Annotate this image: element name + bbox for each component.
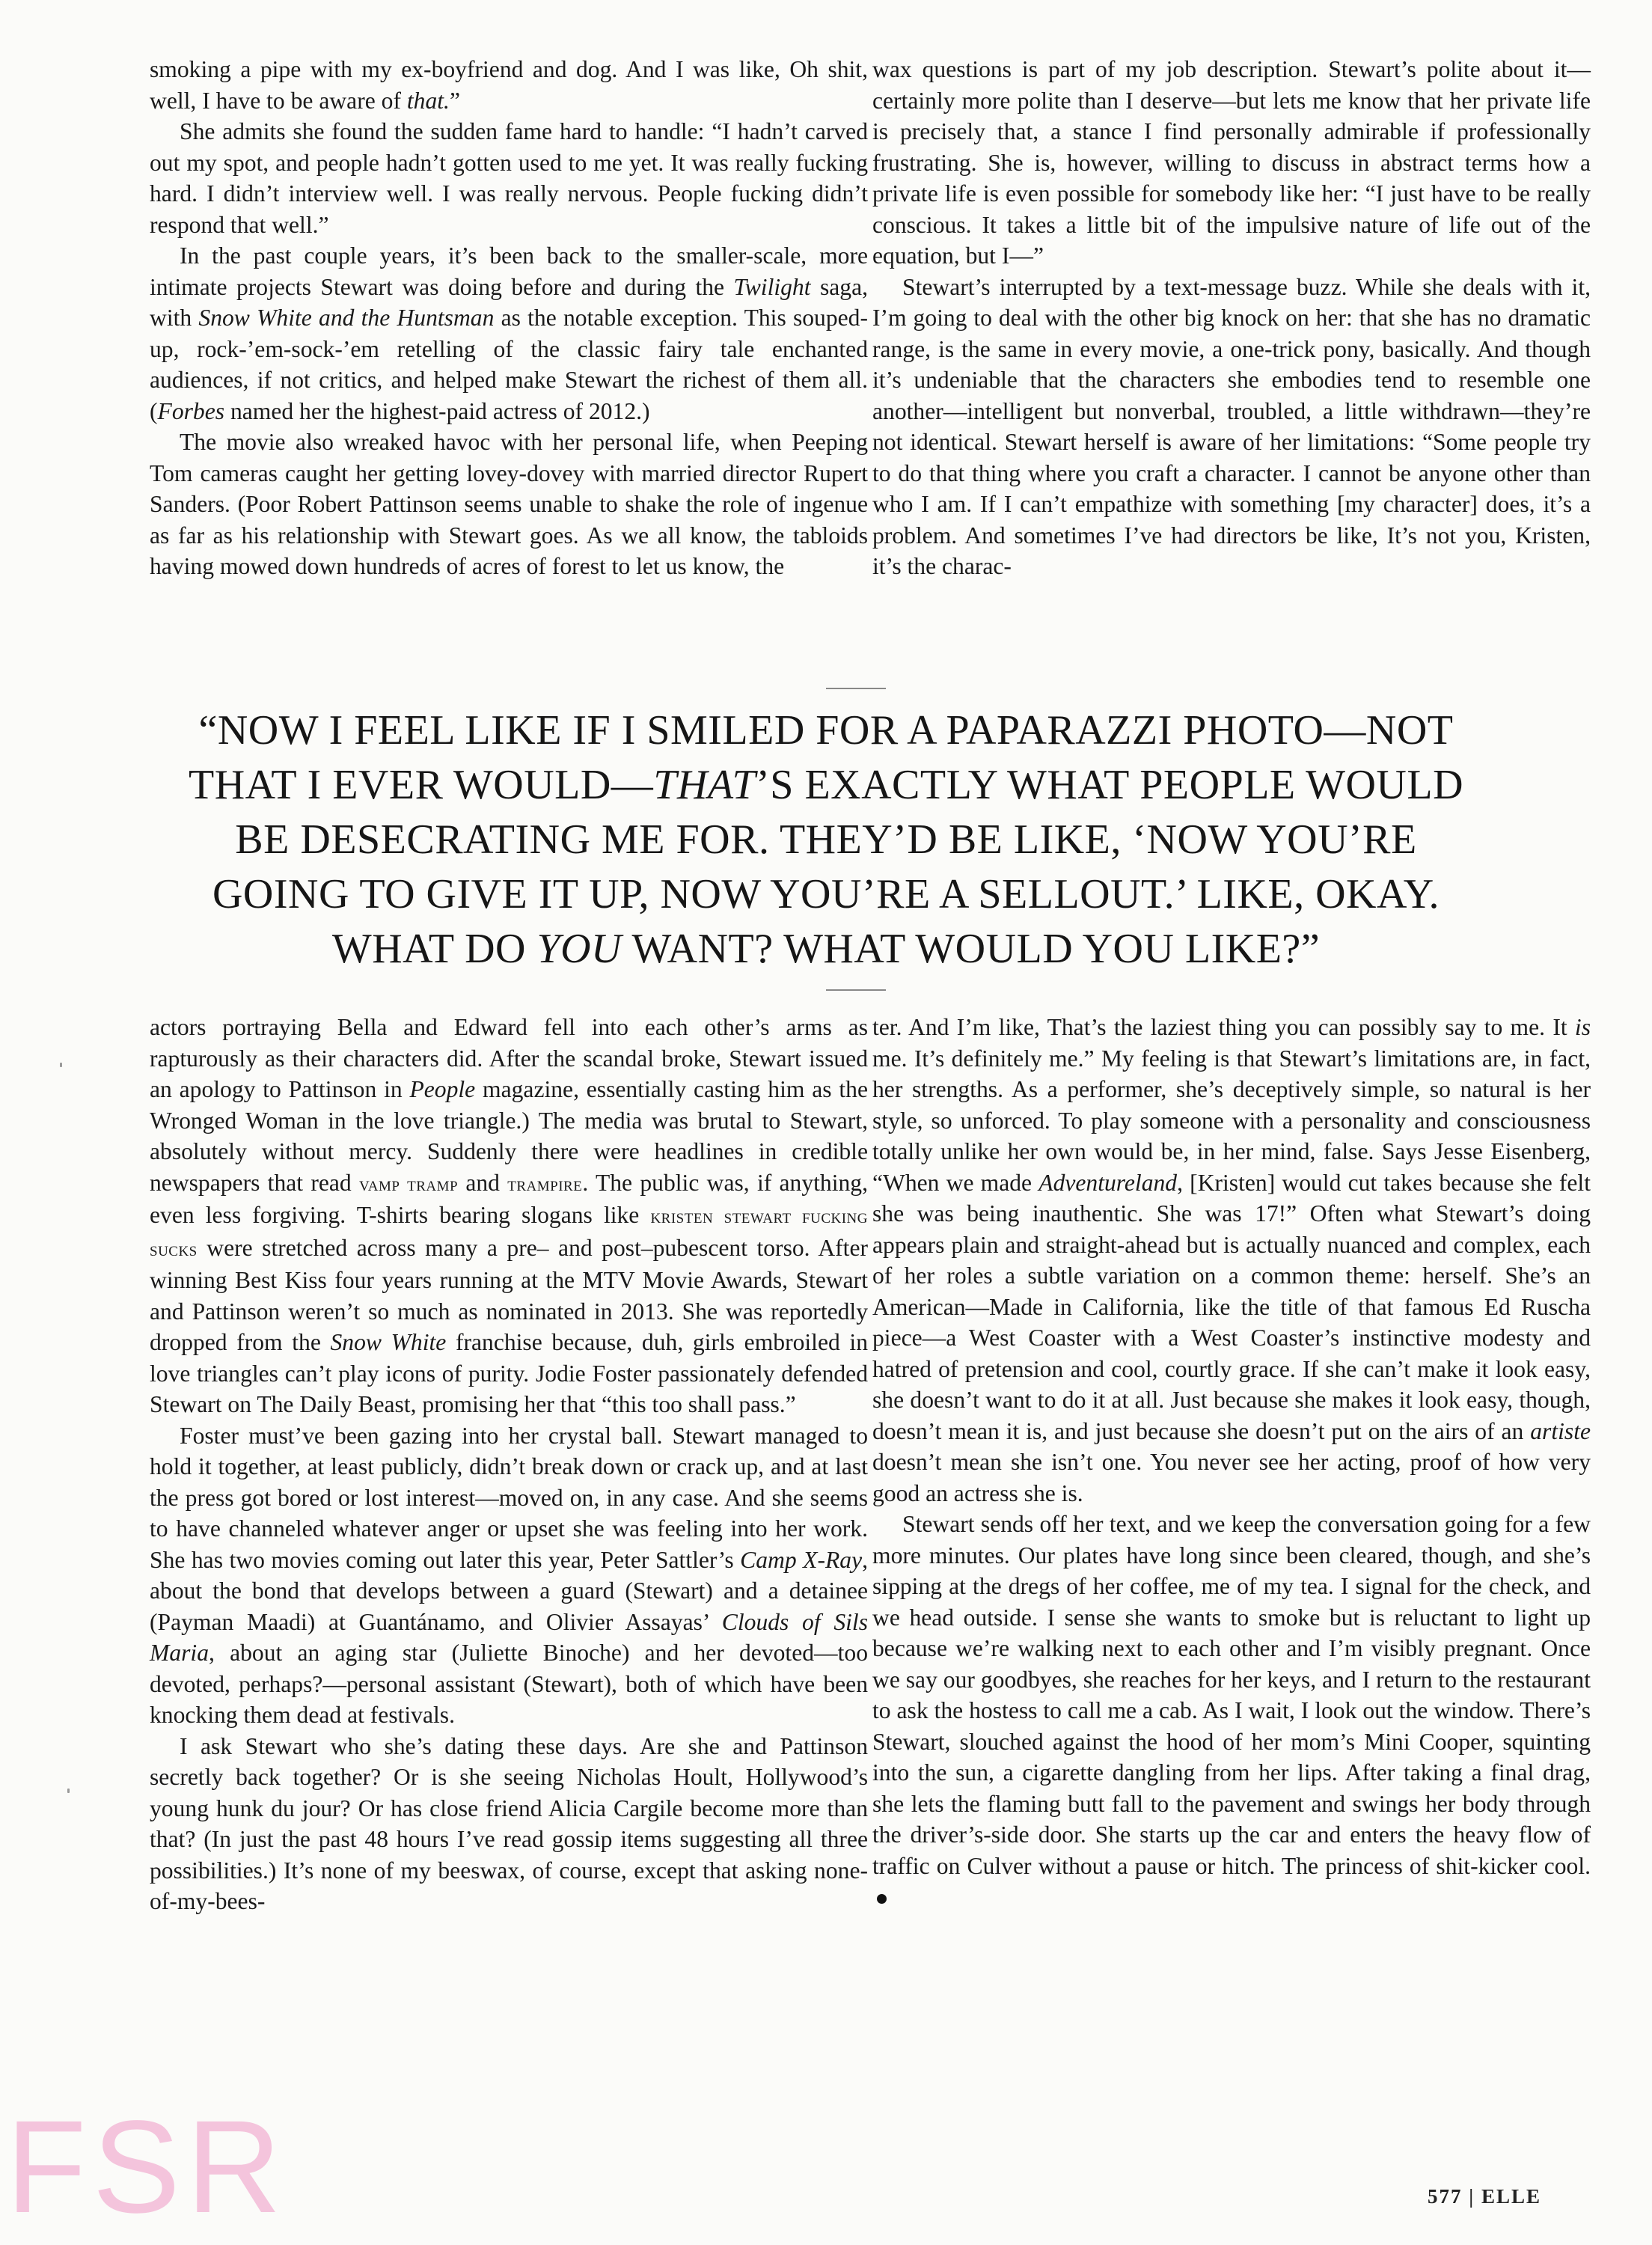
italic-title: that. <box>406 87 450 114</box>
pull-quote-line: GOING TO GIVE IT UP, NOW YOU’RE A SELLOUT.’ LIKE, OKAY. <box>212 871 1440 917</box>
italic-title: Clouds of Sils Maria <box>150 1608 868 1666</box>
article-column-bottom-left <box>150 1012 868 1917</box>
article-column-top-left <box>150 54 868 582</box>
scan-speck <box>60 1063 62 1067</box>
pull-quote-line: “NOW I FEEL LIKE IF I SMILED FOR A PAPARAZZI PHOTO—NOT <box>198 707 1454 754</box>
article-paragraph: I ask Stewart who she’s dating these days. Are she and Pattinson secretly back together? Or is she seeing Nicholas Hoult, Hollywood’s young hunk du jour? Or has close friend Alicia Cargile become more than that? (In just the past 48 hours I’ve read gossip items suggesting all three possibilities.) It’s none of my beeswax, of course, except that asking none-of-my-bees- <box>150 1732 868 1914</box>
small-caps-text: trampire <box>507 1172 583 1195</box>
scan-speck <box>67 1789 70 1793</box>
italic-title: Forbes <box>157 397 225 424</box>
watermark-logo: FSR <box>6 2094 287 2241</box>
article-paragraph: Stewart’s interrupted by a text-message buzz. While she deals with it, I’m going to deal with the other big knock on her: that she has no dramatic range, is the same in every movie, a one-trick pony, basically. And though it’s undeniable that the characters she embodies tend to resemble one another—intelligent but nonverbal, troubled, a little withdrawn—they’re not identical. Stewart herself is aware of her limitations: “Some people try to do that thing where you craft a character. I cannot be anyone other than who I am. If I can’t empathize with something [my character] does, it’s a problem. And sometimes I’ve had directors be like, It’s not you, Kristen, it’s the charac- <box>872 273 1591 579</box>
article-column-bottom-right <box>872 1012 1591 1913</box>
article-paragraph: wax questions is part of my job description. Stewart’s polite about it—certainly more polite than I deserve—but lets me know that her private life is precisely that, a stance I find personally admirable if professionally frustrating. She is, however, willing to discuss in abstract terms how a private life is even possible for somebody like her: “I just have to be really conscious. It takes a little bit of the impulsive nature of life out of the equation, but I—” <box>872 56 1591 269</box>
pull-quote-line: WHAT DO YOU WANT? WHAT WOULD YOU LIKE?” <box>331 926 1321 972</box>
italic-title: Adventureland <box>1038 1169 1178 1196</box>
pull-quote-line: BE DESECRATING ME FOR. THEY’D BE LIKE, ‘NOW YOU’RE <box>235 816 1417 863</box>
pull-quote-line: THAT I EVER WOULD—THAT’S EXACTLY WHAT PEOPLE WOULD <box>188 762 1464 808</box>
pull-quote-rule-top <box>826 688 886 689</box>
page-folio: 577 | ELLE <box>1428 2185 1541 2208</box>
italic-title: Twilight <box>733 273 811 300</box>
small-caps-text: vamp tramp <box>359 1172 459 1195</box>
italic-title: Camp X-Ray <box>740 1546 863 1573</box>
article-paragraph: In the past couple years, it’s been back to the smaller-scale, more intimate projects Stewart was doing before and during the Twilight saga, with Snow White and the Huntsman as the notable exception. This souped-up, rock-’em-sock-’em retelling of the classic fairy tale enchanted audiences, if not critics, and helped make Stewart the richest of them all. (Forbes named her the highest-paid actress of 2012.) <box>150 242 868 424</box>
italic-title: THAT <box>653 762 756 808</box>
article-paragraph: The movie also wreaked havoc with her personal life, when Peeping Tom cameras caught her getting lovey-dovey with married director Rupert Sanders. (Poor Robert Pattinson seems unable to shake the role of ingenue as far as his relationship with Stewart goes. As we all know, the tabloids having mowed down hundreds of acres of forest to let us know, the <box>150 429 868 579</box>
small-caps-text: kristen stewart fucking sucks <box>150 1205 869 1260</box>
article-paragraph: actors portraying Bella and Edward fell into each other’s arms as rapturously as their characters did. After the scandal broke, Stewart issued an apology to Pattinson in People magazine, essentially casting him as the Wronged Woman in the love triangle.) The media was brutal to Stewart, absolutely without mercy. Suddenly there were headlines in credible newspapers that read vamp tramp and trampire. The public was, if anything, even less forgiving. T-shirts bearing slogans like kristen stewart fucking sucks were stretched across many a pre– and post–pubescent torso. After winning Best Kiss four years running at the MTV Movie Awards, Stewart and Pattinson weren’t so much as nominated in 2013. She was reportedly dropped from the Snow White franchise because, duh, girls embroiled in love triangles can’t play icons of purity. Jodie Foster passionately defended Stewart on The Daily Beast, promising her that “this too shall pass.” <box>150 1014 869 1417</box>
pull-quote-rule-bottom <box>826 989 886 991</box>
article-paragraph: ter. And I’m like, That’s the laziest thing you can possibly say to me. It is me. It’s definitely me.” My feeling is that Stewart’s limitations are, in fact, her strengths. As a performer, she’s deceptively simple, so natural is her style, so unforced. To play someone with a personality and consciousness totally unlike her own would be, in her mind, false. Says Jesse Eisenberg, “When we made Adventureland, [Kristen] would cut takes because she felt she was being inauthentic. She was 17!” Often what Stewart’s doing appears plain and straight-ahead but is actually nuanced and complex, each of her roles a subtle variation on a common theme: herself. She’s an American—Made in California, like the title of that famous Ed Ruscha piece—a West Coaster with a West Coaster’s instinctive modesty and hatred of pretension and cool, courtly grace. If she can’t make it look easy, she doesn’t want to do it at all. Just because she makes it look easy, though, doesn’t mean it is, and just because she doesn’t put on the airs of an artiste doesn’t mean she isn’t one. You never see her acting, proof of how very good an actress she is. <box>872 1014 1591 1506</box>
article-paragraph: She admits she found the sudden fame hard to handle: “I hadn’t carved out my spot, and people hadn’t gotten used to me yet. It was really fucking hard. I didn’t interview well. I was really nervous. People fucking didn’t respond that well.” <box>150 118 868 238</box>
italic-title: YOU <box>536 926 622 972</box>
end-mark-icon <box>877 1894 887 1904</box>
pull-quote <box>135 703 1517 977</box>
article-paragraph: Foster must’ve been gazing into her crystal ball. Stewart managed to hold it together, at least publicly, didn’t break down or crack up, and at last the press got bored or lost interest—moved on, in any case. And she seems to have channeled whatever anger or upset she was feeling into her work. She has two movies coming out later this year, Peter Sattler’s Camp X-Ray, about the bond that develops between a guard (Stewart) and a detainee (Payman Maadi) at Guantánamo, and Olivier Assayas’ Clouds of Sils Maria, about an aging star (Juliette Binoche) and her devoted—too devoted, perhaps?—personal assistant (Stewart), both of which have been knocking them dead at festivals. <box>150 1422 868 1728</box>
article-paragraph: smoking a pipe with my ex-boyfriend and dog. And I was like, Oh shit, well, I have to be aware of that.” <box>150 56 868 114</box>
italic-title: is <box>1574 1014 1591 1040</box>
italic-title: artiste <box>1530 1417 1591 1444</box>
italic-title: Snow White <box>330 1329 447 1355</box>
italic-title: Snow White and the Huntsman <box>198 305 495 331</box>
italic-title: People <box>409 1076 476 1102</box>
article-column-top-right <box>872 54 1591 582</box>
article-paragraph: Stewart sends off her text, and we keep the conversation going for a few more minutes. Our plates have long since been cleared, though, and she’s sipping at the dregs of her coffee, me of my tea. I signal for the check, and we head outside. I sense she wants to smoke but is reluctant to light up because we’re walking next to each other and I’m visibly pregnant. Once we say our goodbyes, she reaches for her keys, and I return to the restaurant to ask the hostess to call me a cab. As I wait, I look out the window. There’s Stewart, slouched against the hood of her mom’s Mini Cooper, squinting into the sun, a cigarette dangling from her lips. After taking a final drag, she lets the flaming butt fall to the pavement and swings her body through the driver’s-side door. She starts up the car and enters the heavy flow of traffic on Culver without a pause or hitch. The princess of shit-kicker cool. <box>872 1509 1591 1913</box>
